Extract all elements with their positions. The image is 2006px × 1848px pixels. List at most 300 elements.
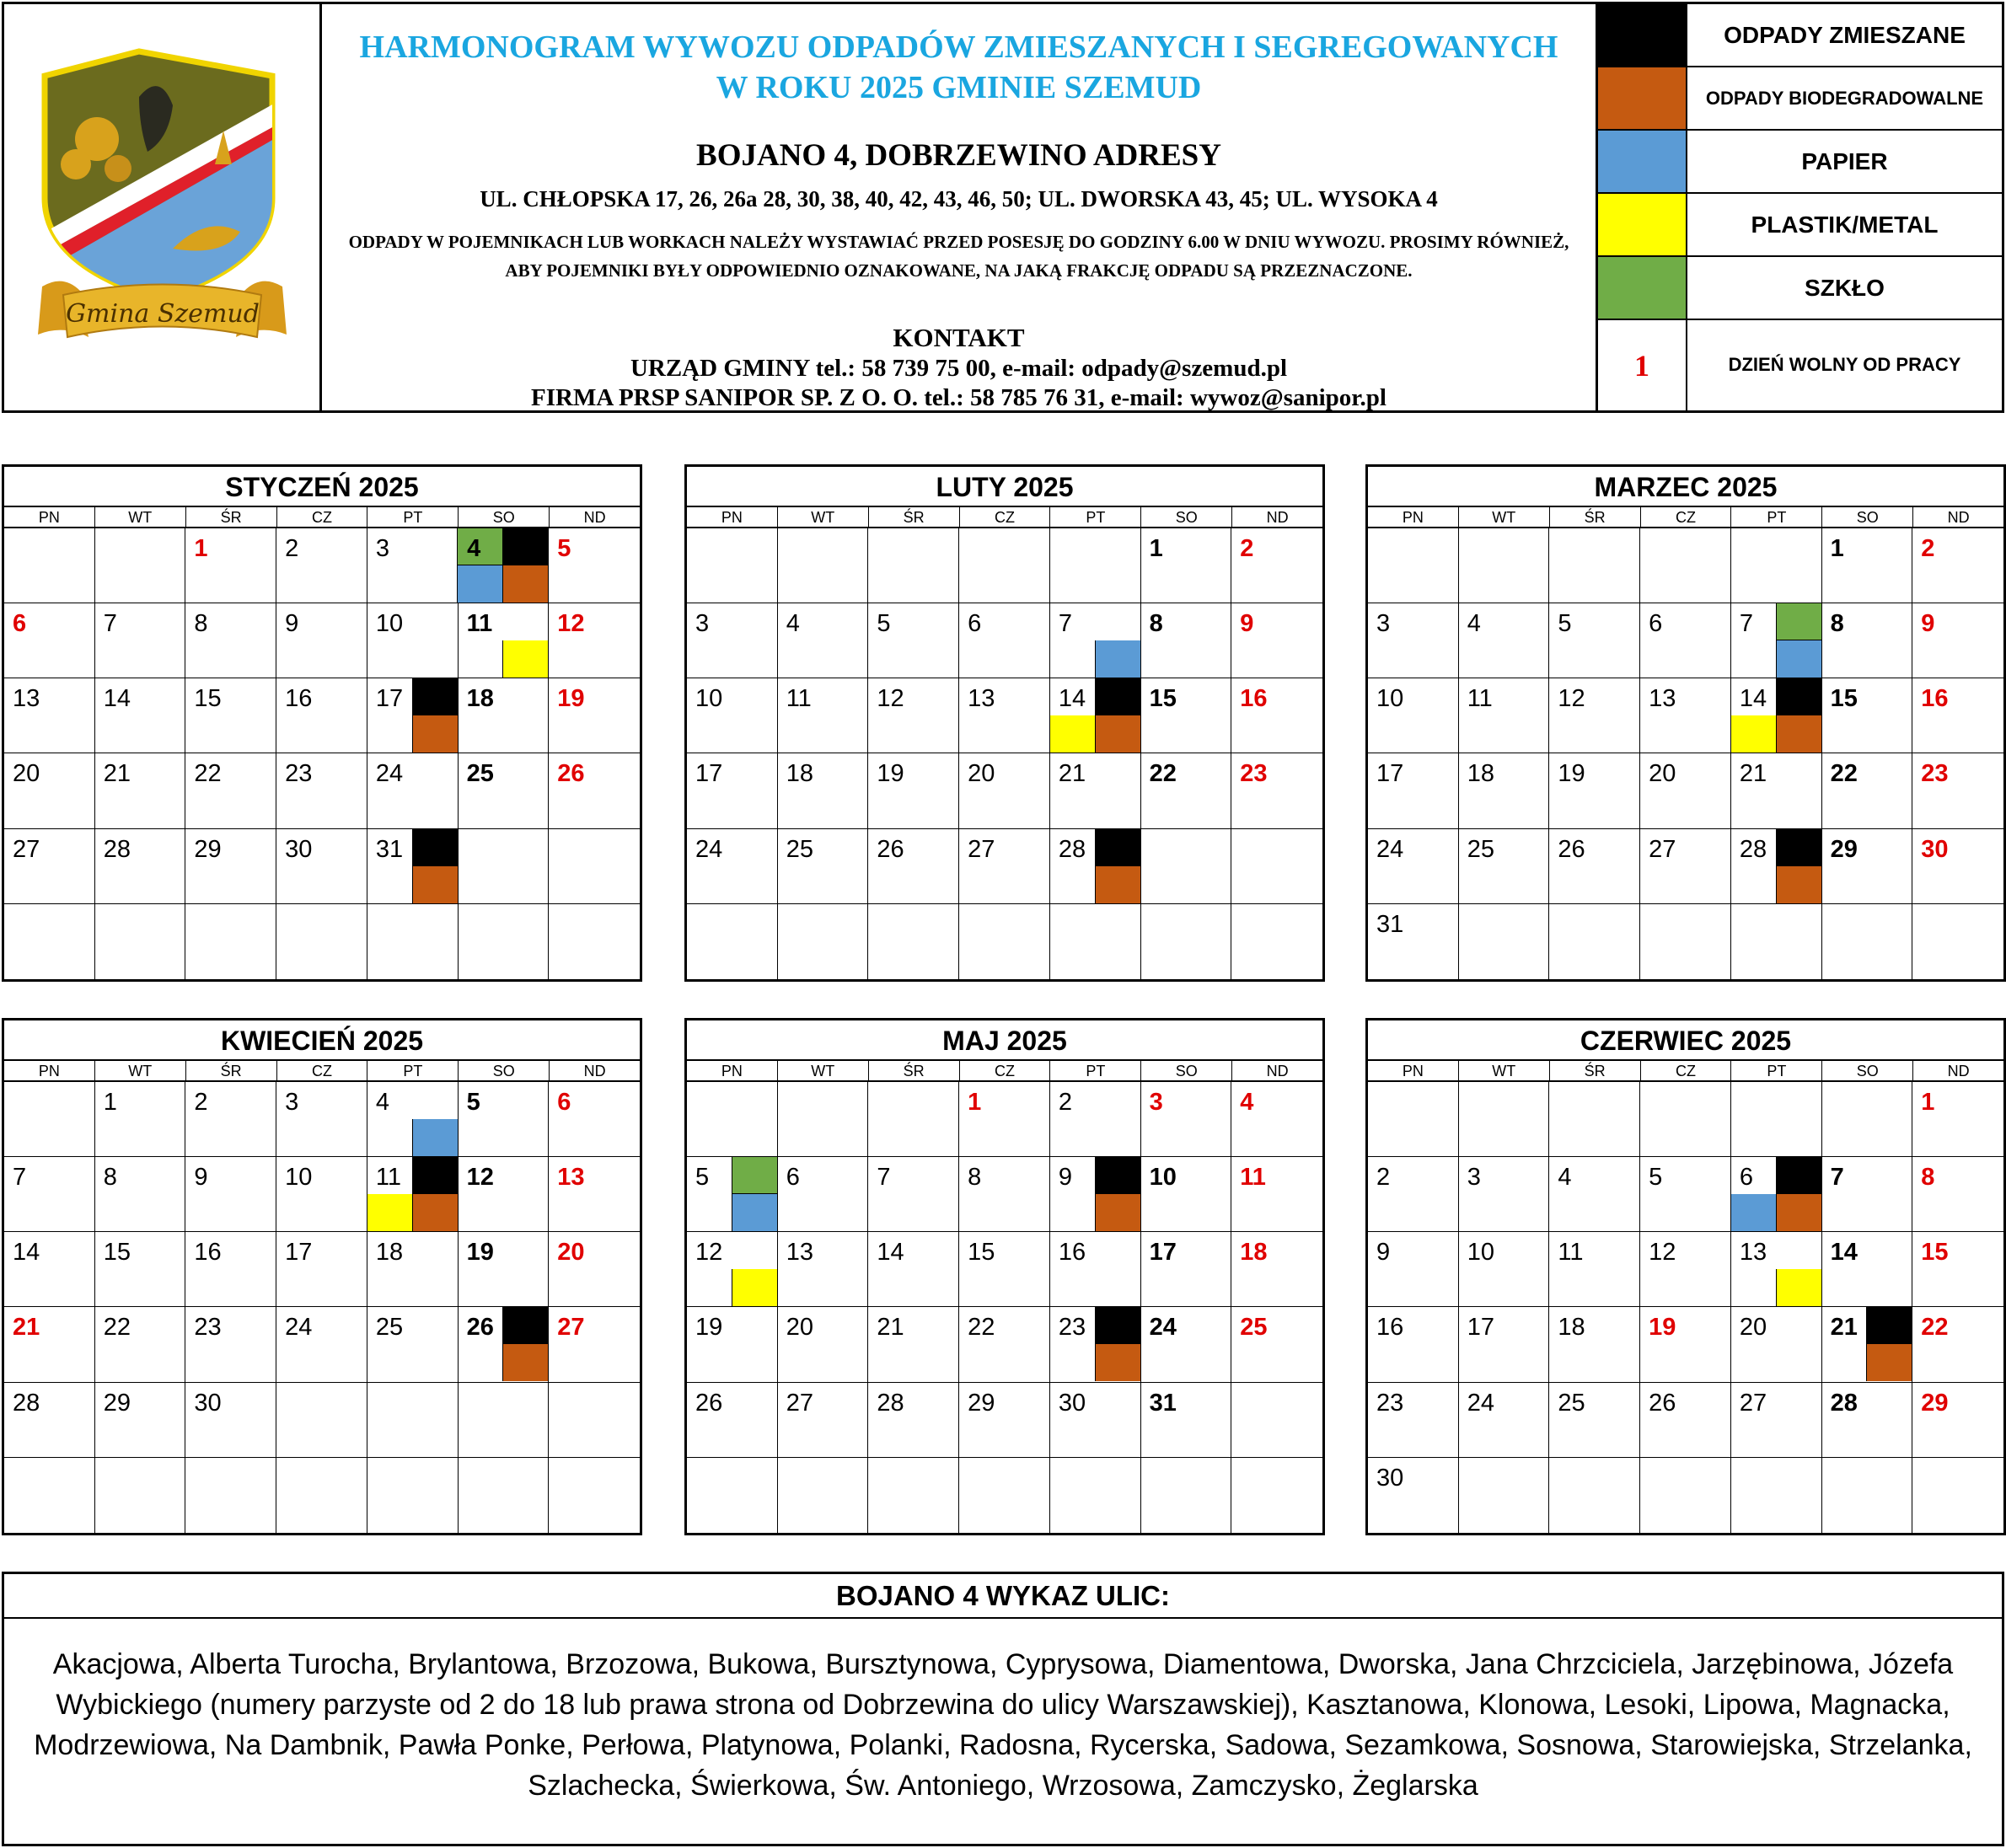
day-number: 25 (786, 835, 813, 863)
day-cell (1822, 1082, 1913, 1157)
day-number: 9 (194, 1164, 208, 1192)
day-number: 15 (968, 1239, 995, 1267)
day-number: 14 (13, 1239, 40, 1267)
day-number: 20 (557, 1239, 585, 1267)
day-grid (687, 528, 1322, 979)
day-cell (1368, 904, 1459, 979)
day-grid (1368, 1082, 2003, 1533)
pickup-marker-brown (412, 1194, 458, 1231)
pickup-marker-black (412, 678, 458, 715)
day-cell (459, 528, 550, 603)
day-cell (1141, 1383, 1232, 1458)
day-number: 4 (375, 1089, 389, 1116)
pickup-marker-black (1095, 1157, 1140, 1194)
day-number: 3 (1376, 610, 1391, 638)
day-cell (687, 1383, 778, 1458)
month-calendar (1365, 1018, 2006, 1535)
day-cell (868, 829, 959, 904)
day-number: 20 (1739, 1314, 1767, 1342)
day-number: 23 (1921, 760, 1949, 788)
day-cell (1549, 829, 1640, 904)
legend-swatch-yellow (1598, 194, 1687, 255)
weekday-label: ŚR (869, 507, 960, 527)
day-cell (1822, 678, 1913, 753)
day-number: 28 (13, 1389, 40, 1417)
day-number: 23 (285, 760, 313, 788)
day-cell (367, 528, 459, 603)
day-cell (185, 904, 276, 979)
day-cell (1912, 829, 2003, 904)
day-number: 27 (786, 1389, 813, 1417)
day-cell (1050, 1232, 1141, 1307)
pickup-marker-yellow (367, 1194, 412, 1231)
day-cell (687, 829, 778, 904)
day-cell (1549, 1157, 1640, 1232)
day-cell (4, 528, 95, 603)
day-cell (367, 904, 459, 979)
day-cell (4, 1307, 95, 1382)
month-calendar (2, 1018, 642, 1535)
day-number: 6 (557, 1089, 571, 1116)
day-cell (4, 1383, 95, 1458)
day-cell (1640, 1458, 1731, 1533)
day-cell (1822, 603, 1913, 678)
day-number: 8 (1830, 610, 1844, 638)
day-number: 24 (695, 835, 723, 863)
day-cell (1912, 1157, 2003, 1232)
weekday-label: CZ (960, 1061, 1051, 1080)
month-calendar (2, 464, 642, 982)
day-cell (1141, 603, 1232, 678)
pickup-marker-blue (1776, 640, 1821, 678)
day-cell (1822, 753, 1913, 828)
day-cell (185, 1383, 276, 1458)
day-number: 27 (968, 835, 995, 863)
day-cell (778, 829, 869, 904)
day-cell (1822, 1307, 1913, 1382)
day-number: 10 (1149, 1164, 1177, 1192)
day-cell (185, 603, 276, 678)
day-cell (276, 829, 367, 904)
day-cell (959, 603, 1050, 678)
day-number: 11 (466, 610, 493, 638)
day-cell (687, 1458, 778, 1533)
day-cell (1141, 1232, 1232, 1307)
day-number: 10 (285, 1164, 313, 1192)
day-cell (1050, 1307, 1141, 1382)
day-cell (1231, 528, 1322, 603)
day-cell (1459, 1082, 1550, 1157)
day-cell (1459, 1383, 1550, 1458)
day-number: 24 (1149, 1314, 1177, 1342)
weekday-header (4, 507, 640, 528)
legend-row (1598, 131, 2002, 194)
day-cell (1822, 1157, 1913, 1232)
weekday-label: ND (583, 1063, 606, 1079)
day-cell (459, 1157, 550, 1232)
day-number: 20 (786, 1314, 813, 1342)
day-number: 7 (13, 1164, 27, 1192)
day-cell (459, 1383, 550, 1458)
day-cell (1141, 753, 1232, 828)
day-number: 17 (375, 685, 404, 713)
pickup-marker-black (502, 528, 548, 565)
pickup-marker-brown (1866, 1344, 1912, 1381)
day-cell (1549, 678, 1640, 753)
day-cell (1549, 1082, 1640, 1157)
day-number: 4 (467, 535, 481, 562)
day-cell (276, 1082, 367, 1157)
day-number: 21 (1058, 760, 1086, 788)
day-cell (1231, 678, 1322, 753)
day-cell (868, 1383, 959, 1458)
day-cell (276, 1383, 367, 1458)
weekday-label: ND (583, 509, 606, 526)
day-number: 24 (375, 760, 404, 788)
day-number: 7 (1058, 610, 1072, 638)
weekday-label: ND (1266, 509, 1289, 526)
day-cell (95, 1082, 186, 1157)
weekday-label: ŚR (1550, 1061, 1641, 1080)
pickup-marker-yellow (1730, 715, 1776, 753)
day-cell (185, 1458, 276, 1533)
weekday-label: SO (1141, 507, 1232, 527)
area-subtitle: BOJANO 4, DOBRZEWINO ADRESY (696, 138, 1221, 173)
day-cell (1640, 1082, 1731, 1157)
day-cell (549, 1383, 640, 1458)
legend-row (1598, 257, 2002, 320)
day-cell (4, 1458, 95, 1533)
day-cell (1822, 1458, 1913, 1533)
day-number: 19 (695, 1314, 723, 1342)
legend-label: PAPIER (1801, 147, 1888, 174)
day-number: 7 (1739, 610, 1753, 638)
day-cell (1459, 753, 1550, 828)
day-number: 2 (1240, 535, 1254, 562)
day-number: 3 (375, 535, 389, 562)
day-cell (459, 603, 550, 678)
day-cell (959, 753, 1050, 828)
day-cell (1368, 528, 1459, 603)
day-number: 28 (1058, 835, 1086, 863)
day-cell (1822, 1232, 1913, 1307)
day-cell (1459, 528, 1550, 603)
weekday-label: WT (95, 507, 186, 527)
day-number: 16 (1921, 685, 1949, 713)
day-number: 16 (285, 685, 313, 713)
day-number: 11 (786, 685, 812, 713)
day-cell (1050, 1458, 1141, 1533)
day-cell (95, 904, 186, 979)
pickup-marker-brown (1776, 715, 1821, 753)
day-cell (687, 1232, 778, 1307)
day-cell (367, 603, 459, 678)
day-number: 21 (103, 760, 131, 788)
weekday-header (687, 507, 1322, 528)
day-number: 11 (1558, 1239, 1584, 1267)
day-cell (1368, 1458, 1459, 1533)
day-cell (1231, 904, 1322, 979)
weekday-label: PN (1368, 1061, 1459, 1080)
day-number: 26 (1558, 835, 1585, 863)
day-cell (1368, 603, 1459, 678)
day-number: 5 (557, 535, 571, 562)
day-cell (4, 753, 95, 828)
day-cell (367, 678, 459, 753)
day-number: 15 (194, 685, 222, 713)
day-number: 17 (285, 1239, 313, 1267)
pickup-marker-brown (412, 866, 458, 903)
main-title-line2: W ROKU 2025 GMINIE SZEMUD (716, 70, 1202, 105)
legend-label: DZIEŃ WOLNY OD PRACY (1728, 354, 1961, 376)
day-number: 5 (1558, 610, 1572, 638)
day-number: 23 (1376, 1389, 1404, 1417)
day-number: 2 (1058, 1089, 1072, 1116)
day-cell (367, 829, 459, 904)
pickup-marker-brown (1095, 1344, 1140, 1381)
day-cell (1368, 1383, 1459, 1458)
day-cell (1141, 1458, 1232, 1533)
day-number: 18 (1558, 1314, 1585, 1342)
day-number: 13 (13, 685, 40, 713)
pickup-marker-black (412, 829, 458, 866)
day-cell (1731, 904, 1822, 979)
day-cell (549, 753, 640, 828)
month-title: MARZEC 2025 (1368, 467, 2003, 507)
pickup-marker-yellow (732, 1269, 777, 1306)
day-cell (1050, 1383, 1141, 1458)
day-number: 31 (1149, 1389, 1177, 1417)
day-number: 26 (1649, 1389, 1676, 1417)
weekday-label: ND (1947, 509, 1970, 526)
day-number: 27 (557, 1314, 585, 1342)
day-number: 13 (786, 1239, 813, 1267)
day-number: 28 (1830, 1389, 1858, 1417)
weekday-label: WT (1459, 507, 1550, 527)
day-cell (549, 904, 640, 979)
day-number: 22 (1830, 760, 1858, 788)
day-number: 29 (968, 1389, 995, 1417)
day-cell (1731, 678, 1822, 753)
legend-swatch-green (1598, 257, 1687, 319)
legend-label: ODPADY BIODEGRADOWALNE (1705, 87, 1984, 109)
day-number: 27 (1649, 835, 1676, 863)
day-number: 29 (1830, 835, 1858, 863)
day-number: 15 (103, 1239, 131, 1267)
weekday-label: SO (459, 1061, 550, 1080)
day-number: 12 (1558, 685, 1585, 713)
contact-office: URZĄD GMINY tel.: 58 739 75 00, e-mail: odpady@szemud.pl (630, 355, 1288, 382)
day-cell (1640, 528, 1731, 603)
pickup-marker-black (1095, 1307, 1140, 1344)
weekday-label: PT (1731, 1061, 1822, 1080)
day-cell (868, 1157, 959, 1232)
day-number: 12 (466, 1164, 494, 1192)
legend-label: PLASTIK/METAL (1751, 211, 1939, 238)
pickup-marker-black (1776, 678, 1821, 715)
day-cell (1141, 678, 1232, 753)
legend-swatch-black (1598, 4, 1687, 66)
pickup-marker-black (502, 1307, 548, 1344)
month-title: LUTY 2025 (687, 467, 1322, 507)
weekday-label: WT (1459, 1061, 1550, 1080)
day-cell (1050, 1157, 1141, 1232)
day-number: 31 (375, 835, 404, 863)
day-number: 11 (375, 1164, 401, 1192)
day-cell (1731, 1232, 1822, 1307)
day-cell (276, 1232, 367, 1307)
day-cell (367, 1383, 459, 1458)
title-box (322, 4, 1598, 410)
day-cell (1549, 1232, 1640, 1307)
day-number: 18 (466, 685, 494, 713)
day-cell (868, 1232, 959, 1307)
day-number: 22 (1921, 1314, 1949, 1342)
day-number: 1 (1830, 535, 1844, 562)
legend-row (1598, 67, 2002, 131)
day-cell (1549, 1383, 1640, 1458)
day-cell (1640, 603, 1731, 678)
day-cell (4, 678, 95, 753)
day-number: 26 (695, 1389, 723, 1417)
pickup-marker-yellow (502, 640, 548, 678)
day-cell (549, 528, 640, 603)
day-number: 19 (466, 1239, 494, 1267)
day-cell (1459, 1307, 1550, 1382)
month-title: STYCZEŃ 2025 (4, 467, 640, 507)
day-cell (959, 1157, 1050, 1232)
day-cell (1731, 528, 1822, 603)
day-cell (1640, 1232, 1731, 1307)
day-number: 2 (194, 1089, 208, 1116)
weekday-label: ŚR (186, 1061, 277, 1080)
day-cell (549, 678, 640, 753)
weekday-label: SO (1822, 507, 1913, 527)
month-title: CZERWIEC 2025 (1368, 1020, 2003, 1061)
day-number: 1 (194, 535, 208, 562)
day-number: 1 (968, 1089, 982, 1116)
day-cell (1822, 904, 1913, 979)
day-number: 20 (968, 760, 995, 788)
day-cell (95, 528, 186, 603)
day-number: 21 (1739, 760, 1767, 788)
day-cell (185, 528, 276, 603)
day-number: 9 (1376, 1239, 1391, 1267)
day-number: 19 (1649, 1314, 1676, 1342)
day-cell (1549, 528, 1640, 603)
day-cell (868, 753, 959, 828)
weekday-header (1368, 1061, 2003, 1082)
day-number: 26 (877, 835, 904, 863)
day-cell (1640, 1383, 1731, 1458)
day-cell (1459, 904, 1550, 979)
day-cell (1731, 1082, 1822, 1157)
pickup-marker-brown (1095, 715, 1140, 753)
pickup-marker-yellow (1776, 1269, 1821, 1306)
day-number: 30 (1921, 835, 1949, 863)
day-number: 29 (103, 1389, 131, 1417)
day-cell (1050, 528, 1141, 603)
day-cell (1231, 829, 1322, 904)
day-number: 15 (1149, 685, 1177, 713)
day-cell (4, 829, 95, 904)
day-cell (1141, 904, 1232, 979)
weekday-label: PT (367, 507, 459, 527)
day-cell (276, 1157, 367, 1232)
day-cell (1459, 1458, 1550, 1533)
day-number: 21 (13, 1314, 40, 1342)
day-cell (367, 1458, 459, 1533)
day-number: 3 (1149, 1089, 1163, 1116)
day-number: 23 (1240, 760, 1268, 788)
day-cell (185, 678, 276, 753)
day-cell (1731, 1157, 1822, 1232)
day-number: 30 (1058, 1389, 1086, 1417)
day-cell (459, 1458, 550, 1533)
day-cell (185, 1307, 276, 1382)
day-cell (1822, 829, 1913, 904)
month-calendar (1365, 464, 2006, 982)
day-cell (1640, 904, 1731, 979)
day-cell (459, 1082, 550, 1157)
day-number: 4 (1240, 1089, 1254, 1116)
pickup-marker-blue (1095, 640, 1140, 678)
day-cell (1050, 678, 1141, 753)
day-cell (687, 904, 778, 979)
day-number: 13 (1649, 685, 1676, 713)
day-cell (367, 1307, 459, 1382)
day-number: 28 (1739, 835, 1767, 863)
day-number: 24 (1376, 835, 1404, 863)
day-cell (1640, 1157, 1731, 1232)
day-cell (1549, 1458, 1640, 1533)
day-cell (1368, 678, 1459, 753)
day-number: 10 (1376, 685, 1404, 713)
day-cell (1731, 603, 1822, 678)
day-number: 29 (1921, 1389, 1949, 1417)
day-cell (1050, 1082, 1141, 1157)
day-cell (185, 753, 276, 828)
day-cell (959, 528, 1050, 603)
day-cell (1912, 1383, 2003, 1458)
day-cell (367, 1232, 459, 1307)
day-number: 29 (194, 835, 222, 863)
day-number: 22 (194, 760, 222, 788)
day-number: 26 (557, 760, 585, 788)
day-cell (4, 603, 95, 678)
day-number: 16 (194, 1239, 222, 1267)
pickup-marker-black (412, 1157, 458, 1194)
day-number: 18 (1240, 1239, 1268, 1267)
day-number: 2 (1921, 535, 1935, 562)
weekday-label: PT (367, 1061, 459, 1080)
day-cell (459, 678, 550, 753)
day-number: 28 (877, 1389, 904, 1417)
day-cell (1822, 528, 1913, 603)
weekday-label: PT (1050, 1061, 1141, 1080)
day-number: 9 (285, 610, 299, 638)
day-cell (276, 678, 367, 753)
day-cell (276, 753, 367, 828)
day-number: 14 (1058, 685, 1086, 713)
day-cell (276, 1307, 367, 1382)
day-cell (778, 528, 869, 603)
day-number: 9 (1921, 610, 1935, 638)
legend (1598, 4, 2002, 410)
day-number: 4 (1467, 610, 1481, 638)
header (2, 2, 2004, 413)
day-number: 25 (1467, 835, 1494, 863)
